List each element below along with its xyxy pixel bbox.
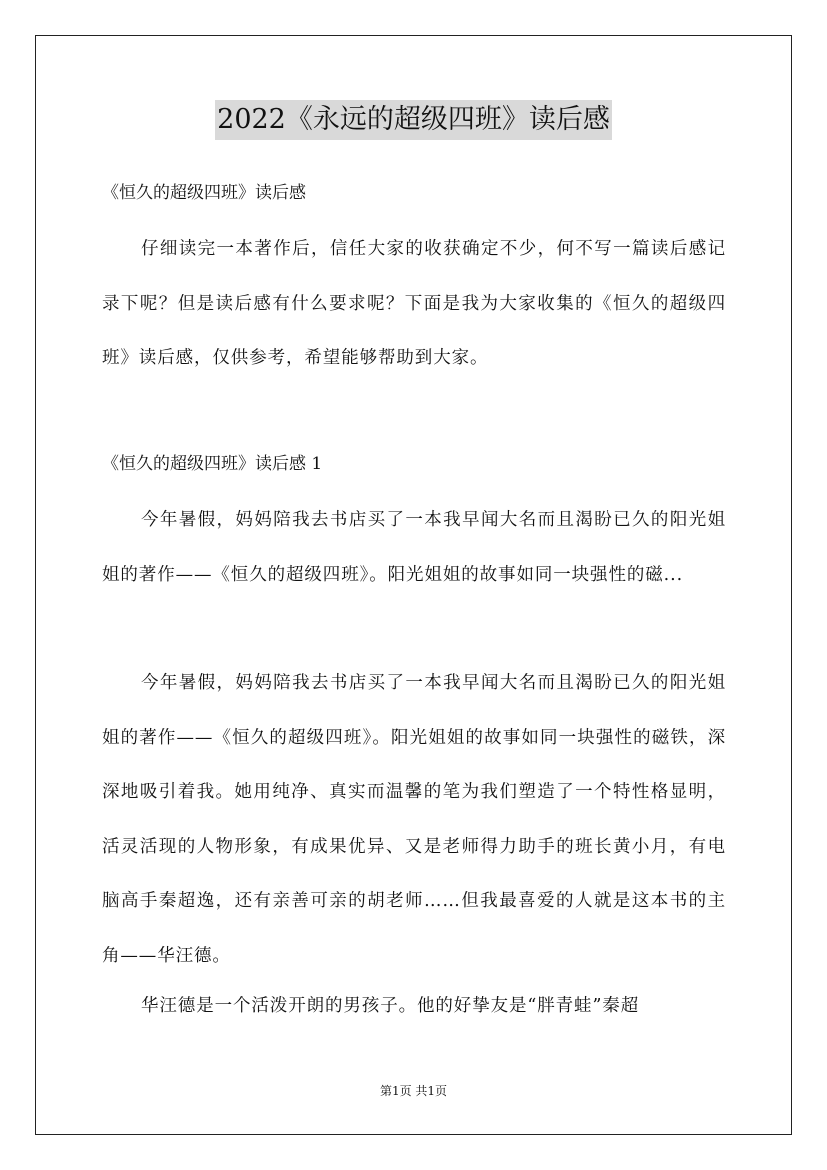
intro-paragraph: 仔细读完一本著作后，信任大家的收获确定不少，何不写一篇读后感记录下呢？但是读后感有什么要求呢？下面是我为大家收集的《恒久的超级四班》读后感，仅供参考，希望能够帮助到大家。: [102, 239, 726, 368]
document-title: 2022《永远的超级四班》读后感: [215, 100, 612, 140]
summary-paragraph: 今年暑假，妈妈陪我去书店买了一本我早闻大名而且渴盼已久的阳光姐姐的著作——《恒久的超级四班》。阳光姐姐的故事如同一块强性的磁...: [102, 510, 726, 585]
body-paragraph: 今年暑假，妈妈陪我去书店买了一本我早闻大名而且渴盼已久的阳光姐姐的著作——《恒久的超级四班》。阳光姐姐的故事如同一块强性的磁铁，深深地吸引着我。她用纯净、真实而温馨的笔为我们塑造了一个特性格显明，活灵活现的人物形象，有成果优异、又是老师得力助手的班长黄小月，有电脑高手秦超逸，还有亲善可亲的胡老师……但我最喜爱的人就是这本书的主角——华汪德。: [102, 673, 726, 966]
document-subtitle: 《恒久的超级四班》读后感: [102, 183, 306, 203]
body-paragraph-continued: 华汪德是一个活泼开朗的男孩子。他的好挚友是“胖青蛙”秦超: [141, 996, 640, 1016]
section-heading: 《恒久的超级四班》读后感 1: [102, 454, 323, 474]
page-number-footer: 第1页 共1页: [379, 1084, 448, 1098]
title-wrap: [0, 100, 827, 140]
